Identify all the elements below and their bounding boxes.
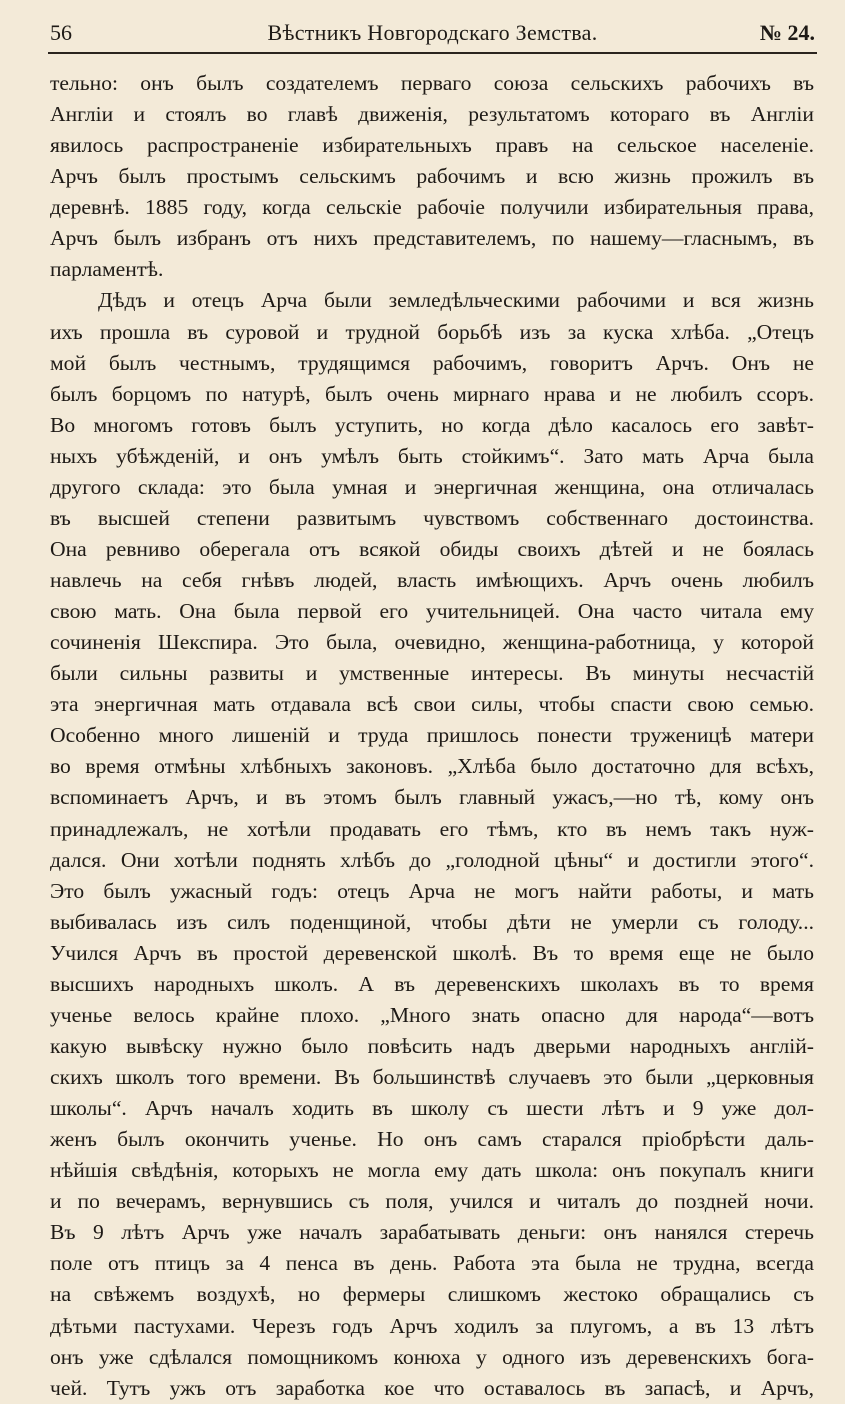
text-line: деревнѣ. 1885 году, когда сельскіе рабочіе получили избирательныя права, — [50, 195, 814, 220]
issue-number: № 24. — [759, 20, 815, 45]
text-line: ныхъ убѣжденій, и онъ умѣлъ быть стойкимъ“. Зато мать Арча была — [50, 443, 814, 468]
text-line: какую вывѣску нужно было повѣсить надъ дверьми народныхъ англій- — [50, 1033, 814, 1058]
text-line: скихъ школъ того времени. Въ большинствѣ случаевъ это были „церковныя — [50, 1065, 814, 1089]
text-line: выбивалась изъ силъ поденщиной, чтобы дѣти не умерли съ голоду... — [50, 909, 814, 934]
text-line: ученье велось крайне плохо. „Много знать опасно для народа“—вотъ — [50, 1002, 814, 1027]
text-line: другого склада: это была умная и энергичная женщина, она отличалась — [50, 474, 814, 499]
text-line: Въ 9 лѣтъ Арчъ уже началъ зарабатывать деньги: онъ нанялся стеречь — [50, 1220, 814, 1245]
text-line: на свѣжемъ воздухѣ, но фермеры слишкомъ жестоко обращались съ — [50, 1282, 814, 1307]
text-line: женъ былъ окончить ученье. Но онъ самъ старался пріобрѣсти даль- — [50, 1127, 814, 1152]
text-line: эта энергичная мать отдавала всѣ свои силы, чтобы спасти свою семью. — [50, 692, 814, 717]
text-line: высшихъ народныхъ школъ. А въ деревенскихъ школахъ въ то время — [50, 971, 814, 996]
text-line: Дѣдъ и отецъ Арча были земледѣльческими рабочими и вся жизнь — [98, 288, 814, 313]
text-line: Арчъ былъ избранъ отъ нихъ представителемъ, по нашему—гласнымъ, въ — [50, 226, 814, 251]
text-line: были сильны развиты и умственные интересы. Въ минуты несчастій — [50, 661, 814, 686]
text-line: явилось распространеніе избирательныхъ правъ на сельское населеніе. — [50, 133, 814, 158]
page-number: 56 — [50, 20, 72, 45]
text-line: поле отъ птицъ за 4 пенса въ день. Работа эта была не трудна, всегда — [50, 1251, 814, 1276]
text-line: Учился Арчъ въ простой деревенской школѣ. Въ то время еще не было — [50, 940, 814, 965]
text-line: навлечь на себя гнѣвъ людей, власть имѣющихъ. Арчъ очень любилъ — [50, 568, 814, 592]
text-line: нѣйшія свѣдѣнія, которыхъ не могла ему дать школа: онъ покупалъ книги — [50, 1158, 814, 1183]
text-line: Во многомъ готовъ былъ уступить, но когда дѣло касалось его завѣт- — [50, 412, 814, 437]
text-line: школы“. Арчъ началъ ходить въ школу съ шести лѣтъ и 9 уже дол- — [50, 1096, 814, 1121]
text-line: въ высшей степени развитымъ чувствомъ собственнаго достоинства. — [50, 505, 814, 530]
text-line: ихъ прошла въ суровой и трудной борьбѣ изъ за куска хлѣба. „Отецъ — [50, 319, 814, 344]
text-line: тельно: онъ былъ создателемъ перваго союза сельскихъ рабочихъ въ — [50, 71, 814, 95]
text-line: парламентѣ. — [50, 257, 164, 282]
text-line: Это былъ ужасный годъ: отецъ Арча не могъ найти работы, и мать — [50, 878, 814, 903]
text-line: былъ борцомъ по натурѣ, былъ очень мирнаго нрава и не любилъ ссоръ. — [50, 381, 814, 406]
text-line: Особенно много лишеній и труда пришлось понести труженицѣ матери — [50, 723, 814, 748]
article-body — [50, 68, 814, 1404]
text-line: принадлежалъ, не хотѣли продавать его тѣмъ, кто въ немъ такъ нуж- — [50, 816, 814, 841]
journal-title: Вѣстникъ Новгородскаго Земства. — [267, 20, 598, 45]
page-header — [50, 20, 815, 52]
text-line: чей. Тутъ ужъ отъ заработка кое что оставалось въ запасѣ, и Арчъ, — [50, 1375, 814, 1400]
text-line: Англіи и стоялъ во главѣ движенія, результатомъ котораго въ Англіи — [50, 102, 814, 127]
text-line: во время отмѣны хлѣбныхъ законовъ. „Хлѣба было достаточно для всѣхъ, — [50, 754, 814, 779]
text-line: и по вечерамъ, вернувшись съ поля, учился и читалъ до поздней ночи. — [50, 1189, 814, 1214]
text-line: онъ уже сдѣлался помощникомъ конюха у одного изъ деревенскихъ бога- — [50, 1344, 814, 1369]
header-rule — [48, 52, 817, 54]
text-line: сочиненія Шекспира. Это была, очевидно, женщина-работница, у которой — [50, 630, 814, 655]
text-line: дался. Они хотѣли поднять хлѣбъ до „голодной цѣны“ и достигли этого“. — [50, 847, 814, 872]
text-line: Арчъ былъ простымъ сельскимъ рабочимъ и всю жизнь прожилъ въ — [50, 164, 814, 189]
text-line: мой былъ честнымъ, трудящимся рабочимъ, говоритъ Арчъ. Онъ не — [50, 350, 814, 375]
text-line: Она ревниво оберегала отъ всякой обиды своихъ дѣтей и не боялась — [50, 536, 814, 561]
text-line: дѣтьми пастухами. Черезъ годъ Арчъ ходилъ за плугомъ, а въ 13 лѣтъ — [50, 1313, 814, 1338]
text-line: свою мать. Она была первой его учительницей. Она часто читала ему — [50, 599, 814, 624]
text-line: вспоминаетъ Арчъ, и въ этомъ былъ главный ужасъ,—но тѣ, кому онъ — [50, 785, 814, 810]
